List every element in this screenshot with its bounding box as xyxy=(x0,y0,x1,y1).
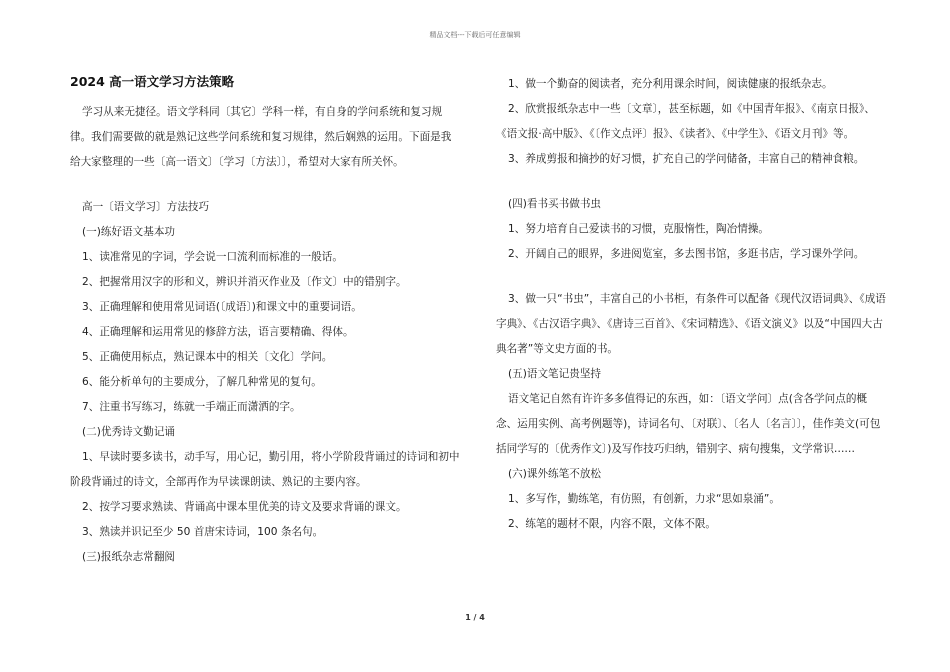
list-item: 2、欣赏报纸杂志中一些〔文章〕，甚至标题，如《中国青年报》、《南京日报》、《语文报·高中版》、《〔作文点评〕报》、《读者》、《中学生》、《语文月刊》等。 xyxy=(496,103,875,140)
document-title: 2024 高一语文学习方法策略 xyxy=(70,74,235,89)
section-2-heading: (二)优秀诗文勤记诵 xyxy=(82,426,176,438)
list-item: 3、熟读并识记至少 50 首唐宋诗词，100 条名句。 xyxy=(82,526,324,538)
list-item: 3、养成剪报和摘抄的好习惯，扩充自己的学问储备，丰富自己的精神食粮。 xyxy=(508,153,865,165)
page-header: 精品文档---下载后可任意编辑 xyxy=(429,31,521,39)
section-1-heading: (一)练好语文基本功 xyxy=(82,226,176,238)
page-number: 1 / 4 xyxy=(465,613,485,622)
list-item: 2、按学习要求熟读、背诵高中课本里优美的诗文及要求背诵的课文。 xyxy=(82,501,407,513)
list-item: 2、开阔自己的眼界，多进阅览室，多去图书馆，多逛书店，学习课外学问。 xyxy=(508,248,865,260)
list-item: 2、把握常用汉字的形和义，辨识并消灭作业及〔作文〕中的错别字。 xyxy=(82,276,407,288)
list-item: 7、注重书写练习，练就一手端正而潇洒的字。 xyxy=(82,401,301,413)
list-item: 1、做一个勤奋的阅读者，充分利用课余时间，阅读健康的报纸杂志。 xyxy=(508,78,833,90)
list-item: 3、做一只“书虫”，丰富自己的小书柜，有条件可以配备《现代汉语词典》、《成语字典》、《古汉语字典》、《唐诗三百首》、《宋词精选》、《语文演义》以及“中国四大古典名著”等文史方面的书。 xyxy=(496,293,886,355)
list-item: 3、正确理解和使用常见词语(〔成语〕)和课文中的重要词语。 xyxy=(82,301,362,313)
list-item: 5、正确使用标点，熟记课本中的相关〔文化〕学问。 xyxy=(82,351,333,363)
section-title: 高一〔语文学习〕方法技巧 xyxy=(82,201,210,213)
left-column xyxy=(70,70,460,570)
list-item: 4、正确理解和运用常见的修辞方法，语言要精确、得体。 xyxy=(82,326,354,338)
list-item: 1、努力培育自己爱读书的习惯，克服惰性，陶冶情操。 xyxy=(508,223,769,235)
list-item: 1、早读时要多读书，动手写，用心记，勤引用，将小学阶段背诵过的诗词和初中阶段背诵过的诗文，全部再作为早读课朗读、熟记的主要内容。 xyxy=(70,451,460,488)
list-item: 1、读准常见的字词，学会说一口流利而标准的一般话。 xyxy=(82,251,343,263)
intro-paragraph: 学习从来无捷径。语文学科同〔其它〕学科一样，有自身的学问系统和复习规律。我们需要做的就是熟记这些学问系统和复习规律，然后娴熟的运用。下面是我给大家整理的一些〔高一语文〕〔学习〔方法〕〕，希望对大家有所关怀。 xyxy=(70,106,452,168)
list-item: 6、能分析单句的主要成分，了解几种常见的复句。 xyxy=(82,376,322,388)
list-item: 2、练笔的题材不限，内容不限，文体不限。 xyxy=(508,518,717,530)
list-item: 1、多写作，勤练笔，有仿照，有创新，力求“思如泉涌”。 xyxy=(508,493,780,505)
right-column xyxy=(496,72,886,537)
section-3-heading: (三)报纸杂志常翻阅 xyxy=(82,551,176,563)
section-4-heading: (四)看书买书做书虫 xyxy=(508,198,602,210)
section-6-heading: (六)课外练笔不放松 xyxy=(508,468,602,480)
notes-paragraph: 语文笔记自然有许许多多值得记的东西，如：〔语文学问〕点(含各学问点的概念、运用实例、高考例题等)，诗词名句、〔对联〕、〔名人〔名言〕〕，佳作美文(可包括同学写的〔优秀作文〕)及写作技巧归纳，错别字、病句搜集，文学常识…… xyxy=(496,393,881,455)
section-5-heading: (五)语文笔记贵坚持 xyxy=(508,368,602,380)
